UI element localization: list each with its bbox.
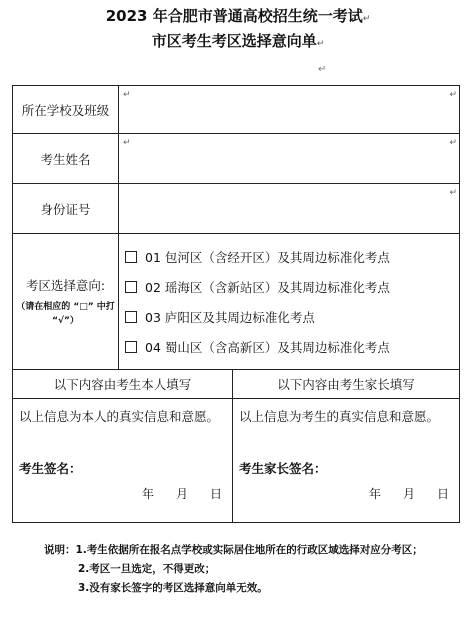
student-section bbox=[13, 399, 233, 523]
notes bbox=[44, 541, 444, 598]
parent-date: 年 月 日 bbox=[368, 487, 449, 501]
student-sign-label: 考生签名： bbox=[19, 461, 82, 476]
checkbox[interactable] bbox=[125, 281, 137, 293]
title-line-2: 市区考生考区选择意向单 bbox=[151, 32, 317, 50]
district-hint: （请在相应的 “□” 中打 “√”） bbox=[16, 301, 115, 326]
student-statement: 以上信息为本人的真实信息和意愿。 bbox=[19, 409, 220, 424]
student-section-header: 以下内容由考生本人填写 bbox=[13, 370, 233, 399]
parent-statement: 以上信息为考生的真实信息和意愿。 bbox=[239, 409, 440, 424]
district-option-04[interactable]: 04 蜀山区（含高新区）及其周边标准化考点 bbox=[119, 332, 459, 362]
name-label-cell bbox=[13, 134, 119, 184]
checkbox[interactable] bbox=[125, 341, 137, 353]
paragraph-mark: ↵ bbox=[316, 39, 325, 49]
checkbox[interactable] bbox=[125, 311, 137, 323]
parent-sign-label: 考生家长签名： bbox=[239, 461, 327, 476]
paragraph-mark: ↵ bbox=[362, 14, 371, 24]
note-2: 2.考区一旦选定，不得更改； bbox=[78, 563, 216, 575]
student-date: 年 月 日 bbox=[141, 487, 222, 501]
district-label-cell bbox=[13, 234, 119, 370]
paragraph-mark: ↵ bbox=[318, 64, 327, 75]
note-3: 3.没有家长签字的考区选择意向单无效。 bbox=[78, 582, 268, 594]
registration-form bbox=[12, 85, 460, 523]
checkbox[interactable] bbox=[125, 251, 137, 263]
district-label: 考区选择意向: bbox=[25, 277, 106, 293]
paragraph-mark: ↵ bbox=[123, 138, 131, 148]
paragraph-mark: ↵ bbox=[449, 188, 457, 198]
note-1: 说明：1.考生依据所在报名点学校或实际居住地所在的行政区域选择对应分考区； bbox=[44, 544, 423, 556]
name-label: 考生姓名 bbox=[40, 151, 91, 167]
district-option-03[interactable]: 03 庐阳区及其周边标准化考点 bbox=[119, 302, 459, 332]
parent-section bbox=[233, 399, 460, 523]
district-option-01[interactable]: 01 包河区（含经开区）及其周边标准化考点 bbox=[119, 242, 459, 272]
paragraph-mark: ↵ bbox=[449, 90, 457, 100]
id-number-input[interactable] bbox=[119, 184, 460, 234]
name-input[interactable] bbox=[119, 134, 460, 184]
id-label-cell bbox=[13, 184, 119, 234]
school-label-cell bbox=[13, 86, 119, 134]
district-options bbox=[119, 234, 460, 370]
title-line-1: 2023 年合肥市普通高校招生统一考试 bbox=[105, 7, 363, 25]
paragraph-mark: ↵ bbox=[449, 138, 457, 148]
school-input[interactable] bbox=[119, 86, 460, 134]
paragraph-mark: ↵ bbox=[123, 90, 131, 100]
school-label: 所在学校及班级 bbox=[21, 102, 110, 118]
district-option-02[interactable]: 02 瑶海区（含新站区）及其周边标准化考点 bbox=[119, 272, 459, 302]
parent-section-header: 以下内容由考生家长填写 bbox=[233, 370, 460, 399]
id-label: 身份证号 bbox=[40, 201, 91, 217]
